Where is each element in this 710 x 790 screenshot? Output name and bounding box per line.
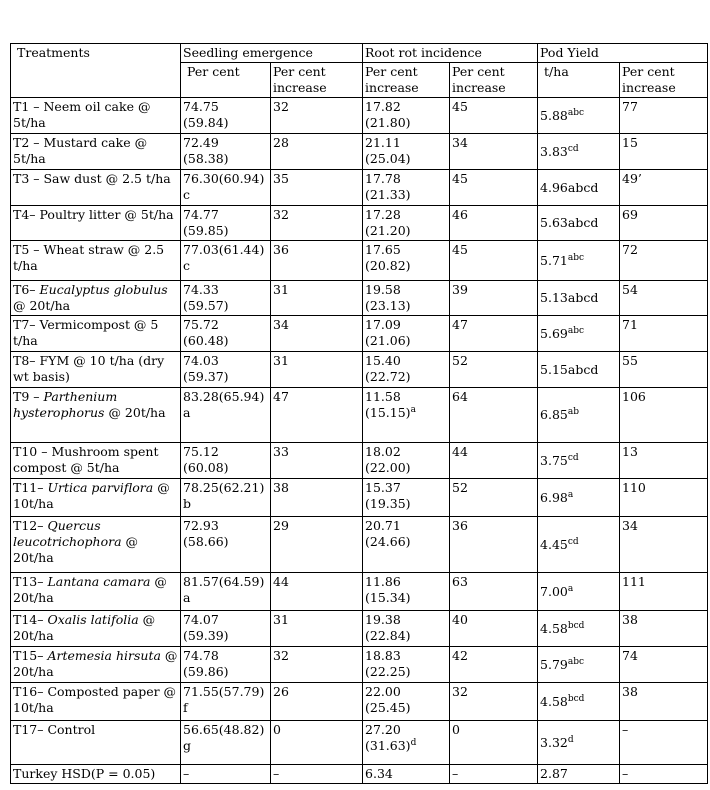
treatment-cell bbox=[11, 241, 181, 281]
seedling-emergence-value: 72.49 (58.38) bbox=[183, 135, 229, 166]
root-rot-value: 19.38 (22.84) bbox=[365, 612, 411, 643]
pod-yield-value: 5.71 bbox=[540, 252, 568, 268]
seedling-emergence-value: 76.30(60.94) c bbox=[183, 171, 265, 202]
pod-yield-increase-cell: 74 bbox=[620, 647, 708, 683]
treatment-text: T12– bbox=[13, 518, 48, 533]
pod-yield-letter: abc bbox=[567, 107, 585, 118]
root-rot-value: 27.20 (31.63) bbox=[365, 722, 411, 753]
treatment-species: Eucalyptus globulus bbox=[39, 282, 168, 297]
seedling-increase-cell: – bbox=[271, 765, 363, 784]
pod-yield-cell bbox=[538, 765, 620, 784]
col-header-pod-yield: Pod Yield bbox=[538, 44, 708, 63]
root-rot-value: 22.00 (25.45) bbox=[365, 684, 411, 715]
root-rot-value: 15.37 (19.35) bbox=[365, 480, 411, 511]
table-row bbox=[11, 241, 708, 281]
pod-yield-value: 3.83 bbox=[540, 143, 568, 159]
seedling-emergence-value: – bbox=[183, 766, 190, 781]
seedling-increase-cell: 28 bbox=[271, 134, 363, 170]
seedling-emergence-value: 75.12 (60.08) bbox=[183, 444, 229, 475]
pod-yield-increase-cell: 77 bbox=[620, 98, 708, 134]
root-rot-increase-cell: 45 bbox=[450, 170, 538, 206]
treatment-cell bbox=[11, 206, 181, 241]
pod-yield-value: 4.58 bbox=[540, 620, 568, 636]
table-body bbox=[11, 98, 708, 784]
pod-yield-increase-cell: – bbox=[620, 765, 708, 784]
table-row bbox=[11, 206, 708, 241]
table-row bbox=[11, 611, 708, 647]
pod-yield-cell bbox=[538, 611, 620, 647]
treatment-text: T16– Composted paper @ 10t/ha bbox=[13, 684, 177, 715]
pod-yield-value: 3.75 bbox=[540, 452, 568, 468]
pod-yield-increase-cell: 71 bbox=[620, 316, 708, 352]
pod-yield-letter: abc bbox=[567, 252, 585, 263]
table-row bbox=[11, 388, 708, 443]
pod-yield-increase-cell: 13 bbox=[620, 443, 708, 479]
pod-yield-cell bbox=[538, 683, 620, 721]
col-header-treatments: Treatments bbox=[11, 44, 181, 98]
subheader-rr-per-cent: Per cent increase bbox=[363, 63, 450, 98]
seedling-emergence-cell bbox=[181, 206, 271, 241]
root-rot-increase-cell: 63 bbox=[450, 573, 538, 611]
pod-yield-letter: bcd bbox=[567, 620, 585, 631]
pod-yield-increase-cell: 55 bbox=[620, 352, 708, 388]
root-rot-cell bbox=[363, 517, 450, 573]
root-rot-value: 17.28 (21.20) bbox=[365, 207, 411, 238]
seedling-emergence-value: 83.28(65.94) a bbox=[183, 389, 265, 420]
treatment-species: Oxalis latifolia bbox=[47, 612, 139, 627]
seedling-emergence-cell bbox=[181, 683, 271, 721]
treatment-cell bbox=[11, 134, 181, 170]
root-rot-value: 21.11 (25.04) bbox=[365, 135, 411, 166]
seedling-increase-cell: 34 bbox=[271, 316, 363, 352]
pod-yield-cell bbox=[538, 170, 620, 206]
seedling-increase-cell: 31 bbox=[271, 352, 363, 388]
pod-yield-letter: a bbox=[567, 489, 574, 500]
pod-yield-cell bbox=[538, 388, 620, 443]
root-rot-cell bbox=[363, 443, 450, 479]
seedling-increase-cell: 32 bbox=[271, 647, 363, 683]
pod-yield-cell bbox=[538, 573, 620, 611]
pod-yield-value: 4.96abcd bbox=[540, 179, 599, 195]
seedling-emergence-value: 71.55(57.79) f bbox=[183, 684, 265, 715]
pod-yield-value: 6.98 bbox=[540, 489, 568, 505]
pod-yield-cell bbox=[538, 443, 620, 479]
root-rot-increase-cell: 32 bbox=[450, 683, 538, 721]
treatment-species: Parthenium hysterophorus bbox=[13, 389, 118, 420]
treatment-text: T3 – Saw dust @ 2.5 t/ha bbox=[13, 171, 171, 186]
seedling-emergence-cell bbox=[181, 134, 271, 170]
treatment-rate: @ 20t/ha bbox=[13, 534, 139, 565]
table-row bbox=[11, 316, 708, 352]
seedling-emergence-cell bbox=[181, 170, 271, 206]
seedling-emergence-cell bbox=[181, 98, 271, 134]
root-rot-increase-cell: 40 bbox=[450, 611, 538, 647]
pod-yield-increase-cell: 106 bbox=[620, 388, 708, 443]
root-rot-cell bbox=[363, 388, 450, 443]
root-rot-value: 19.58 (23.13) bbox=[365, 282, 411, 313]
treatment-species: Quercus leucotrichophora bbox=[13, 518, 122, 549]
root-rot-cell bbox=[363, 316, 450, 352]
subheader-py-increase: Per cent increase bbox=[620, 63, 708, 98]
treatment-text: T8– FYM @ 10 t/ha (dry wt basis) bbox=[13, 353, 165, 384]
treatment-cell bbox=[11, 683, 181, 721]
table-row bbox=[11, 517, 708, 573]
subheader-py-tha: t/ha bbox=[538, 63, 620, 98]
pod-yield-letter: cd bbox=[567, 143, 579, 154]
root-rot-value: 17.78 (21.33) bbox=[365, 171, 411, 202]
root-rot-cell bbox=[363, 573, 450, 611]
pod-yield-value: 4.58 bbox=[540, 693, 568, 709]
pod-yield-value: 2.87 bbox=[540, 766, 568, 781]
seedling-emergence-value: 81.57(64.59) a bbox=[183, 574, 265, 605]
seedling-emergence-cell bbox=[181, 479, 271, 517]
treatment-cell bbox=[11, 611, 181, 647]
treatment-text: T5 – Wheat straw @ 2.5 t/ha bbox=[13, 242, 165, 273]
seedling-emergence-value: 74.03 (59.37) bbox=[183, 353, 229, 384]
pod-yield-increase-cell: 38 bbox=[620, 683, 708, 721]
pod-yield-cell bbox=[538, 206, 620, 241]
root-rot-cell bbox=[363, 647, 450, 683]
treatment-text: T7– Vermicompost @ 5 t/ha bbox=[13, 317, 159, 348]
pod-yield-value: 5.15abcd bbox=[540, 361, 599, 377]
seedling-increase-cell: 32 bbox=[271, 206, 363, 241]
root-rot-cell bbox=[363, 170, 450, 206]
pod-yield-cell bbox=[538, 517, 620, 573]
pod-yield-letter: cd bbox=[567, 536, 579, 547]
treatment-text: T14– bbox=[13, 612, 48, 627]
pod-yield-value: 5.63abcd bbox=[540, 215, 599, 230]
root-rot-cell bbox=[363, 765, 450, 784]
root-rot-increase-cell: 52 bbox=[450, 352, 538, 388]
root-rot-letter: d bbox=[410, 738, 417, 748]
root-rot-increase-cell: 42 bbox=[450, 647, 538, 683]
seedling-increase-cell: 26 bbox=[271, 683, 363, 721]
seedling-increase-cell: 0 bbox=[271, 721, 363, 765]
root-rot-cell bbox=[363, 479, 450, 517]
treatment-cell bbox=[11, 170, 181, 206]
treatment-text: T11– bbox=[13, 480, 48, 495]
root-rot-increase-cell: 46 bbox=[450, 206, 538, 241]
pod-yield-cell bbox=[538, 647, 620, 683]
root-rot-cell bbox=[363, 683, 450, 721]
table-row bbox=[11, 683, 708, 721]
treatment-cell bbox=[11, 573, 181, 611]
seedling-emergence-value: 77.03(61.44) c bbox=[183, 242, 265, 273]
subheader-se-per-cent: Per cent bbox=[181, 63, 271, 98]
results-table bbox=[10, 43, 708, 784]
seedling-increase-cell: 32 bbox=[271, 98, 363, 134]
table-row bbox=[11, 765, 708, 784]
pod-yield-increase-cell: 49’ bbox=[620, 170, 708, 206]
root-rot-increase-cell: 47 bbox=[450, 316, 538, 352]
seedling-emergence-cell bbox=[181, 721, 271, 765]
pod-yield-increase-cell: 69 bbox=[620, 206, 708, 241]
seedling-emergence-cell bbox=[181, 443, 271, 479]
seedling-emergence-cell bbox=[181, 388, 271, 443]
root-rot-cell bbox=[363, 352, 450, 388]
seedling-emergence-value: 56.65(48.82) g bbox=[183, 722, 265, 753]
treatment-cell bbox=[11, 517, 181, 573]
table-row bbox=[11, 573, 708, 611]
root-rot-cell bbox=[363, 98, 450, 134]
seedling-increase-cell: 36 bbox=[271, 241, 363, 281]
seedling-increase-cell: 47 bbox=[271, 388, 363, 443]
seedling-emergence-cell bbox=[181, 647, 271, 683]
root-rot-cell bbox=[363, 281, 450, 316]
treatment-text: T13– bbox=[13, 574, 48, 589]
table-row bbox=[11, 443, 708, 479]
seedling-emergence-value: 74.07 (59.39) bbox=[183, 612, 229, 643]
table-row bbox=[11, 170, 708, 206]
pod-yield-letter: abc bbox=[567, 656, 585, 667]
root-rot-letter: a bbox=[410, 405, 416, 415]
pod-yield-cell bbox=[538, 352, 620, 388]
treatment-text: Turkey HSD(P = 0.05) bbox=[13, 766, 156, 781]
table-row bbox=[11, 479, 708, 517]
table-row bbox=[11, 281, 708, 316]
seedling-emergence-cell bbox=[181, 352, 271, 388]
pod-yield-value: 5.79 bbox=[540, 656, 568, 672]
root-rot-increase-cell: 39 bbox=[450, 281, 538, 316]
seedling-emergence-value: 72.93 (58.66) bbox=[183, 518, 229, 549]
seedling-emergence-value: 74.77 (59.85) bbox=[183, 207, 229, 238]
seedling-emergence-value: 78.25(62.21) b bbox=[183, 480, 265, 511]
pod-yield-letter: d bbox=[567, 734, 574, 745]
treatment-rate: @ 20t/ha bbox=[13, 298, 71, 313]
col-header-seedling-emergence: Seedling emergence bbox=[181, 44, 363, 63]
treatment-cell bbox=[11, 352, 181, 388]
treatment-rate: @ 20t/ha bbox=[13, 612, 156, 643]
seedling-increase-cell: 29 bbox=[271, 517, 363, 573]
pod-yield-value: 7.00 bbox=[540, 583, 568, 599]
treatment-text: T2 – Mustard cake @ 5t/ha bbox=[13, 135, 148, 166]
seedling-increase-cell: 35 bbox=[271, 170, 363, 206]
root-rot-increase-cell: 34 bbox=[450, 134, 538, 170]
pod-yield-cell bbox=[538, 316, 620, 352]
root-rot-value: 18.83 (22.25) bbox=[365, 648, 411, 679]
pod-yield-letter: abc bbox=[567, 325, 585, 336]
pod-yield-increase-cell: 110 bbox=[620, 479, 708, 517]
pod-yield-value: 3.32 bbox=[540, 734, 568, 750]
pod-yield-letter: cd bbox=[567, 452, 579, 463]
treatment-rate: @ 20t/ha bbox=[104, 405, 166, 420]
treatment-cell bbox=[11, 721, 181, 765]
pod-yield-value: 5.13abcd bbox=[540, 290, 599, 305]
root-rot-increase-cell: 52 bbox=[450, 479, 538, 517]
root-rot-cell bbox=[363, 134, 450, 170]
seedling-emergence-value: 74.75 (59.84) bbox=[183, 99, 229, 130]
root-rot-value: 11.86 (15.34) bbox=[365, 574, 411, 605]
seedling-emergence-cell bbox=[181, 281, 271, 316]
pod-yield-increase-cell: 38 bbox=[620, 611, 708, 647]
seedling-emergence-cell bbox=[181, 573, 271, 611]
root-rot-value: 17.09 (21.06) bbox=[365, 317, 411, 348]
pod-yield-value: 5.69 bbox=[540, 325, 568, 341]
seedling-emergence-value: 75.72 (60.48) bbox=[183, 317, 229, 348]
treatment-text: T6– bbox=[13, 282, 40, 297]
pod-yield-cell bbox=[538, 721, 620, 765]
pod-yield-increase-cell: 72 bbox=[620, 241, 708, 281]
root-rot-value: 6.34 bbox=[365, 766, 393, 781]
root-rot-cell bbox=[363, 206, 450, 241]
header-row bbox=[11, 44, 708, 63]
seedling-emergence-value: 74.33 (59.57) bbox=[183, 282, 229, 313]
root-rot-increase-cell: 44 bbox=[450, 443, 538, 479]
pod-yield-increase-cell: – bbox=[620, 721, 708, 765]
pod-yield-cell bbox=[538, 98, 620, 134]
table-row bbox=[11, 134, 708, 170]
seedling-emergence-cell bbox=[181, 241, 271, 281]
pod-yield-cell bbox=[538, 134, 620, 170]
treatment-species: Urtica parviflora bbox=[47, 480, 154, 495]
seedling-increase-cell: 38 bbox=[271, 479, 363, 517]
pod-yield-value: 5.88 bbox=[540, 107, 568, 123]
root-rot-cell bbox=[363, 241, 450, 281]
root-rot-value: 15.40 (22.72) bbox=[365, 353, 411, 384]
treatment-cell bbox=[11, 443, 181, 479]
pod-yield-value: 4.45 bbox=[540, 536, 568, 552]
root-rot-value: 17.82 (21.80) bbox=[365, 99, 411, 130]
treatment-cell bbox=[11, 647, 181, 683]
subheader-se-increase: Per cent increase bbox=[271, 63, 363, 98]
treatment-cell bbox=[11, 98, 181, 134]
treatment-cell bbox=[11, 388, 181, 443]
treatment-rate: @ 20t/ha bbox=[13, 648, 178, 679]
pod-yield-cell bbox=[538, 241, 620, 281]
seedling-increase-cell: 33 bbox=[271, 443, 363, 479]
treatment-text: T1 – Neem oil cake @ 5t/ha bbox=[13, 99, 151, 130]
treatment-species: Artemesia hirsuta bbox=[47, 648, 161, 663]
pod-yield-value: 6.85 bbox=[540, 407, 568, 422]
treatment-text: T9 – bbox=[13, 389, 44, 404]
treatment-rate: @ 10t/ha bbox=[13, 480, 170, 511]
root-rot-cell bbox=[363, 611, 450, 647]
seedling-emergence-cell bbox=[181, 765, 271, 784]
root-rot-increase-cell: – bbox=[450, 765, 538, 784]
root-rot-increase-cell: 45 bbox=[450, 241, 538, 281]
treatment-rate: @ 20t/ha bbox=[13, 574, 167, 605]
pod-yield-letter: bcd bbox=[567, 693, 585, 704]
root-rot-increase-cell: 45 bbox=[450, 98, 538, 134]
treatment-text: T17– Control bbox=[13, 722, 96, 737]
pod-yield-cell bbox=[538, 281, 620, 316]
root-rot-increase-cell: 36 bbox=[450, 517, 538, 573]
root-rot-cell bbox=[363, 721, 450, 765]
root-rot-value: 17.65 (20.82) bbox=[365, 242, 411, 273]
pod-yield-increase-cell: 54 bbox=[620, 281, 708, 316]
root-rot-increase-cell: 64 bbox=[450, 388, 538, 443]
pod-yield-cell bbox=[538, 479, 620, 517]
pod-yield-increase-cell: 15 bbox=[620, 134, 708, 170]
treatment-text: T10 – Mushroom spent compost @ 5t/ha bbox=[13, 444, 159, 475]
subheader-rr-increase: Per cent increase bbox=[450, 63, 538, 98]
table-row bbox=[11, 352, 708, 388]
seedling-increase-cell: 44 bbox=[271, 573, 363, 611]
root-rot-increase-cell: 0 bbox=[450, 721, 538, 765]
treatment-cell bbox=[11, 765, 181, 784]
treatment-cell bbox=[11, 479, 181, 517]
pod-yield-increase-cell: 111 bbox=[620, 573, 708, 611]
root-rot-value: 18.02 (22.00) bbox=[365, 444, 411, 475]
seedling-emergence-cell bbox=[181, 611, 271, 647]
pod-yield-letter: a bbox=[567, 583, 574, 594]
seedling-increase-cell: 31 bbox=[271, 611, 363, 647]
treatment-cell bbox=[11, 316, 181, 352]
table-row bbox=[11, 98, 708, 134]
table-row bbox=[11, 647, 708, 683]
treatment-text: T4– Poultry litter @ 5t/ha bbox=[13, 207, 174, 222]
root-rot-value: 20.71 (24.66) bbox=[365, 518, 411, 549]
seedling-increase-cell: 31 bbox=[271, 281, 363, 316]
pod-yield-increase-cell: 34 bbox=[620, 517, 708, 573]
seedling-emergence-cell bbox=[181, 316, 271, 352]
pod-yield-letter: ab bbox=[567, 407, 580, 417]
table-row bbox=[11, 721, 708, 765]
treatment-cell bbox=[11, 281, 181, 316]
treatment-text: T15– bbox=[13, 648, 48, 663]
seedling-emergence-cell bbox=[181, 517, 271, 573]
treatment-species: Lantana camara bbox=[47, 574, 151, 589]
seedling-emergence-value: 74.78 (59.86) bbox=[183, 648, 229, 679]
root-rot-value: 11.58 (15.15) bbox=[365, 389, 411, 420]
col-header-root-rot-incidence: Root rot incidence bbox=[363, 44, 538, 63]
